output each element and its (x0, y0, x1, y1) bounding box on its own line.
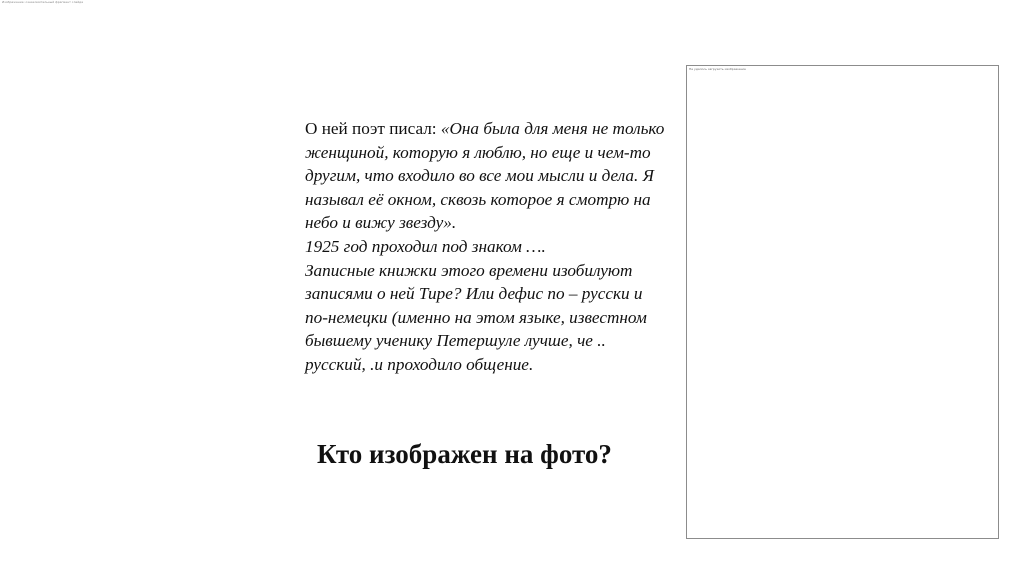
quote-block (305, 117, 665, 377)
quote-intro: О ней поэт писал: (305, 119, 441, 138)
question-heading: Кто изображен на фото? (317, 439, 612, 469)
quote-text: «Она была для меня не только женщиной, которую я люблю, но еще и чем-то другим, что входило во все мои мысли и дела. Я называл её окном, сквозь которое я смотрю на небо и вижу звезду». (305, 119, 665, 233)
year-line (305, 235, 665, 259)
year-text: 1925 год проходил под знаком …. (305, 236, 546, 256)
notes-text: Записные книжки этого времени изобилуют записями о ней Тире? Или дефис по – русски и по-немецки (именно на этом языке, известном бывшему ученику Петершуле лучше, че .. русский, .и проходило общение. (305, 260, 647, 374)
quote-paragraph (305, 117, 665, 235)
top-caption: Изображение: ознакомительный фрагмент слайда (2, 0, 84, 4)
photo-caption: Не удалось загрузить изображение (689, 67, 746, 71)
photo-placeholder (686, 65, 999, 539)
notes-paragraph (305, 259, 665, 377)
